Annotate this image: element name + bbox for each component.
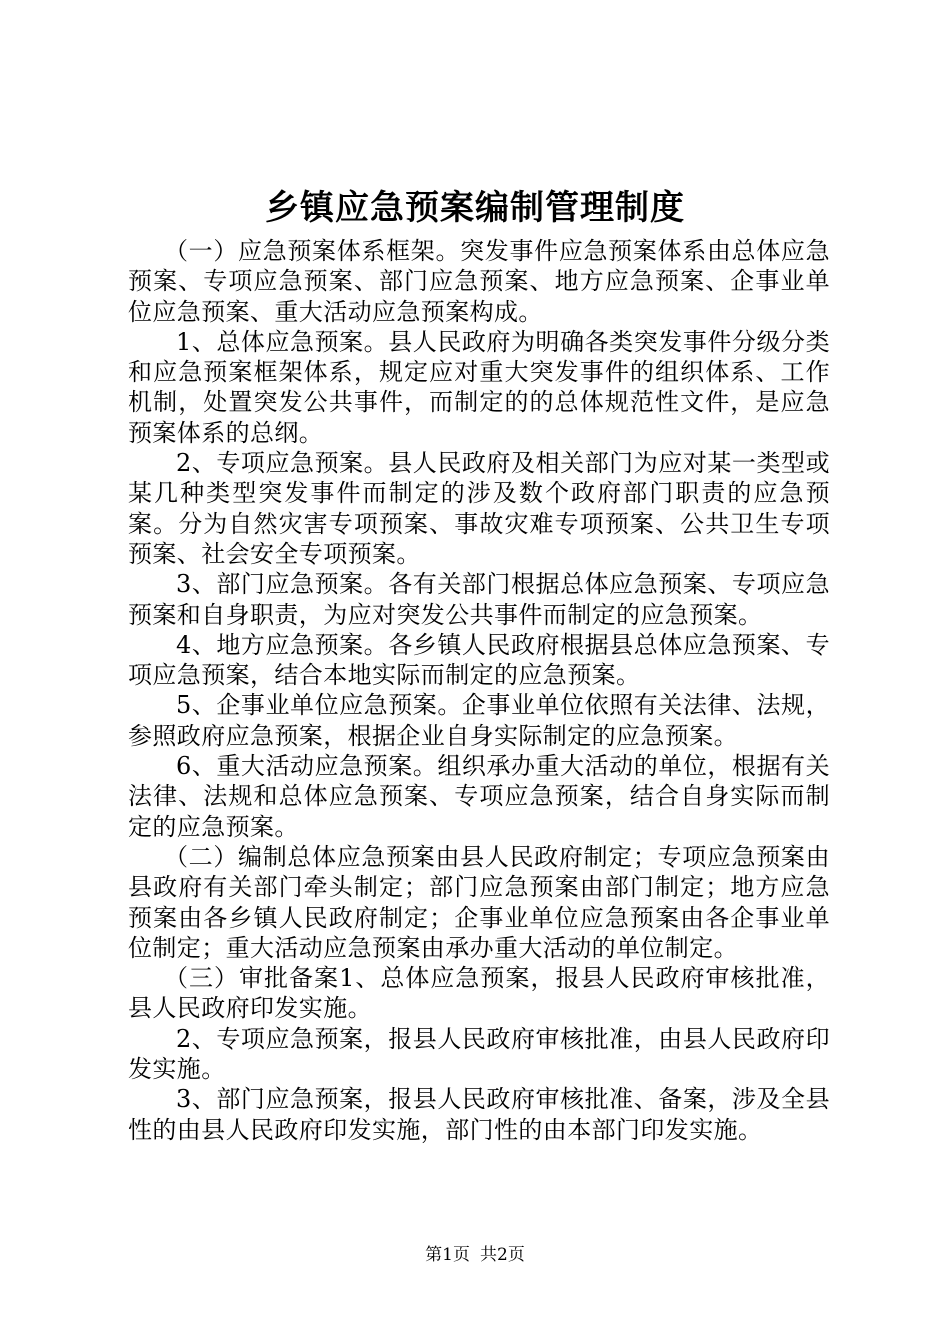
paragraph-item-4: 4、地方应急预案。各乡镇人民政府根据县总体应急预案、专项应急预案，结合本地实际而制定的应急预案。 [128,630,830,690]
document-body [128,236,830,1145]
document-title: 乡镇应急预案编制管理制度 [265,188,685,228]
paragraph-item-3: 3、部门应急预案。各有关部门根据总体应急预案、专项应急预案和自身职责，为应对突发公共事件而制定的应急预案。 [128,570,830,629]
paragraph-section-2: （二）编制总体应急预案由县人民政府制定；专项应急预案由县政府有关部门牵头制定；部门应急预案由部门制定；地方应急预案由各乡镇人民政府制定；企事业单位应急预案由各企事业单位制定；重大活动应急预案由承办重大活动的单位制定。 [128,842,830,962]
paragraph-item-5: 5、企事业单位应急预案。企事业单位依照有关法律、法规，参照政府应急预案，根据企业自身实际制定的应急预案。 [128,691,830,750]
paragraph-approval-2: 2、专项应急预案，报县人民政府审核批准，由县人民政府印发实施。 [128,1024,830,1084]
paragraph-item-1: 1、总体应急预案。县人民政府为明确各类突发事件分级分类和应急预案框架体系，规定应对重大突发事件的组织体系、工作机制，处置突发公共事件，而制定的的总体规范性文件，是应急预案体系的总纲。 [128,327,830,447]
paragraph-section-1: （一）应急预案体系框架。突发事件应急预案体系由总体应急预案、专项应急预案、部门应急预案、地方应急预案、企事业单位应急预案、重大活动应急预案构成。 [128,237,830,326]
page-number: 第1页 [425,1245,470,1265]
paragraph-approval-3: 3、部门应急预案，报县人民政府审核批准、备案，涉及全县性的由县人民政府印发实施，部门性的由本部门印发实施。 [128,1085,830,1144]
paragraph-section-3: （三）审批备案1、总体应急预案，报县人民政府审核批准，县人民政府印发实施。 [128,964,830,1023]
paragraph-item-6: 6、重大活动应急预案。组织承办重大活动的单位，根据有关法律、法规和总体应急预案、专项应急预案，结合自身实际而制定的应急预案。 [128,752,830,841]
paragraph-item-2: 2、专项应急预案。县人民政府及相关部门为应对某一类型或某几种类型突发事件而制定的涉及数个政府部门职责的应急预案。分为自然灾害专项预案、事故灾难专项预案、公共卫生专项预案、社会安全专项预案。 [128,449,830,568]
page-footer [0,1244,950,1266]
page-total: 共2页 [480,1245,525,1265]
